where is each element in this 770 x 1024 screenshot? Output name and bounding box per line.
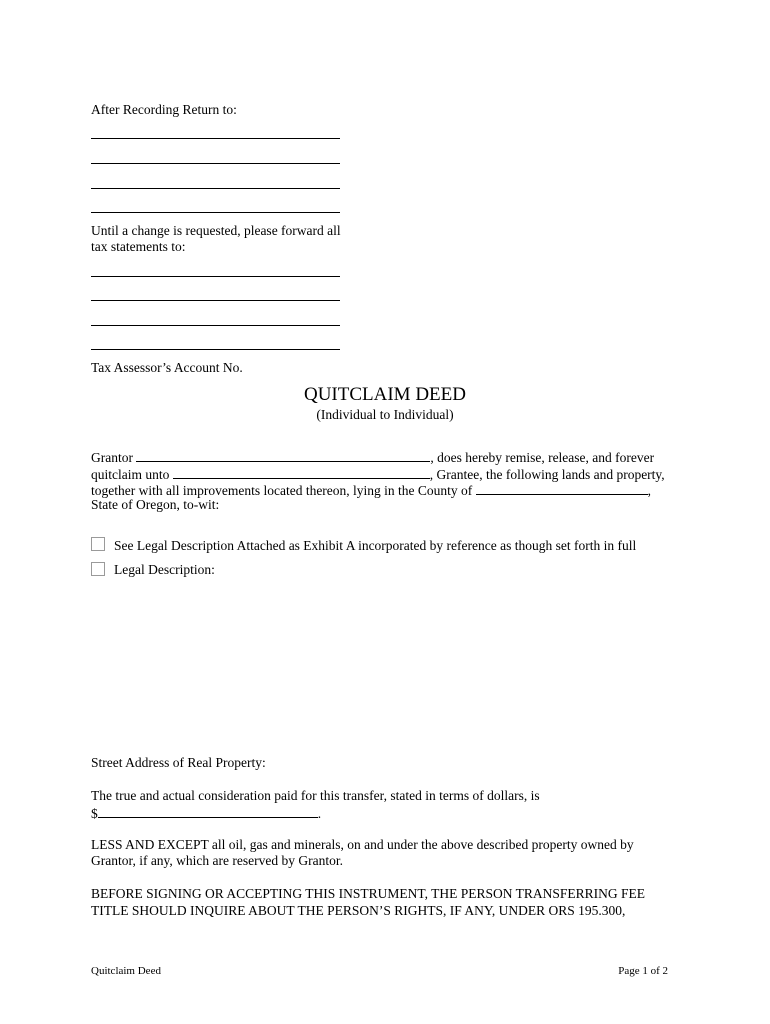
street-address-label: Street Address of Real Property: bbox=[91, 755, 266, 770]
less-except-line-1: LESS AND EXCEPT all oil, gas and minerals, on and under the above described property owned by bbox=[91, 837, 634, 852]
grantor-clause: , does hereby remise, release, and forever bbox=[430, 450, 655, 465]
quitclaim-unto-label: quitclaim unto bbox=[91, 467, 170, 482]
consideration-amount-field[interactable] bbox=[98, 804, 318, 818]
tax-assessor-account-label: Tax Assessor’s Account No. bbox=[91, 360, 243, 375]
warning-line-1: BEFORE SIGNING OR ACCEPTING THIS INSTRUMENT, THE PERSON TRANSFERRING FEE bbox=[91, 886, 646, 901]
document-subtitle: (Individual to Individual) bbox=[316, 407, 454, 422]
tax-address-line-1[interactable] bbox=[91, 276, 340, 277]
document-title: QUITCLAIM DEED bbox=[303, 384, 466, 405]
tax-address-line-2[interactable] bbox=[91, 300, 340, 301]
grantee-clause: , Grantee, the following lands and property, bbox=[429, 467, 665, 482]
tax-address-line-3[interactable] bbox=[91, 325, 340, 326]
dollar-sign: $ bbox=[91, 806, 98, 821]
less-except-line-2: Grantor, if any, which are reserved by Grantor. bbox=[91, 853, 343, 868]
county-prefix: together with all improvements located thereon, lying in the County of bbox=[91, 483, 473, 498]
grantor-name-field[interactable] bbox=[136, 448, 430, 462]
consideration-period: . bbox=[317, 806, 322, 821]
footer-page-number: Page 1 of 2 bbox=[618, 965, 668, 977]
grantor-label: Grantor bbox=[91, 450, 133, 465]
footer-document-name: Quitclaim Deed bbox=[91, 965, 161, 977]
consideration-amount-line bbox=[91, 804, 321, 822]
county-field[interactable] bbox=[476, 481, 648, 495]
tax-statement-label-line-1: Until a change is requested, please forward all bbox=[91, 223, 341, 238]
consideration-text: The true and actual consideration paid for this transfer, stated in terms of dollars, is bbox=[91, 788, 540, 803]
return-to-label: After Recording Return to: bbox=[91, 102, 237, 117]
return-address-line-2[interactable] bbox=[91, 163, 340, 164]
warning-line-2: TITLE SHOULD INQUIRE ABOUT THE PERSON’S RIGHTS, IF ANY, UNDER ORS 195.300, bbox=[91, 903, 626, 918]
state-line: State of Oregon, to-wit: bbox=[91, 497, 220, 512]
grantee-name-field[interactable] bbox=[173, 465, 430, 479]
exhibit-a-label: See Legal Description Attached as Exhibit A incorporated by reference as though set forth in full bbox=[114, 538, 637, 553]
legal-description-label: Legal Description: bbox=[114, 562, 215, 577]
return-address-line-1[interactable] bbox=[91, 138, 340, 139]
return-address-line-4[interactable] bbox=[91, 212, 340, 213]
exhibit-a-checkbox[interactable] bbox=[91, 537, 105, 551]
county-suffix: , bbox=[647, 483, 652, 498]
return-address-line-3[interactable] bbox=[91, 188, 340, 189]
tax-statement-label-line-2: tax statements to: bbox=[91, 239, 186, 254]
tax-address-line-4[interactable] bbox=[91, 349, 340, 350]
legal-description-checkbox[interactable] bbox=[91, 562, 105, 576]
grantor-line bbox=[91, 448, 654, 466]
